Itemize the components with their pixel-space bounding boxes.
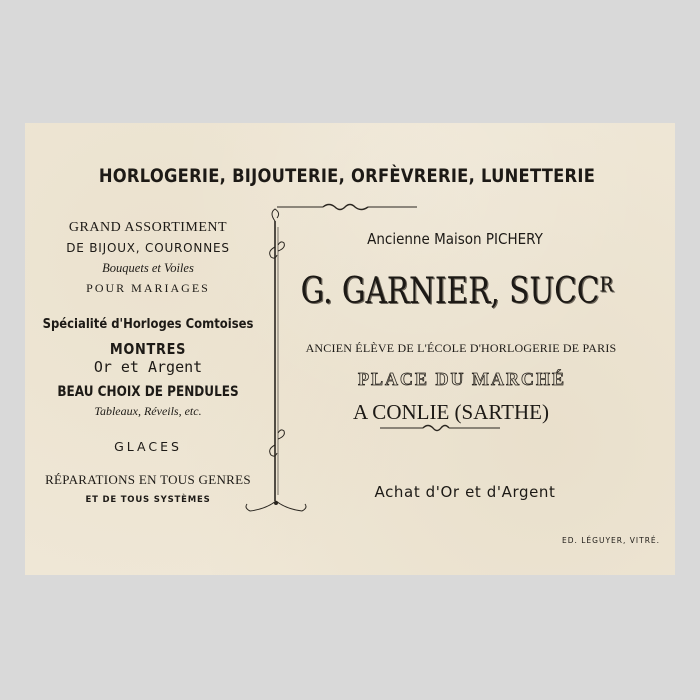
right-line-ancienne-maison: Ancienne Maison PICHERY <box>367 230 543 248</box>
right-flourish-ornament <box>380 426 500 431</box>
left-line-grand-assortiment: GRAND ASSORTIMENT <box>68 220 228 235</box>
left-line-pendules: BEAU CHOIX DE PENDULES <box>57 384 239 400</box>
left-line-or-argent: Or et Argent <box>93 358 203 376</box>
right-line-garnier: G. GARNIER, SUCCᴿ <box>300 271 614 312</box>
left-line-bijoux-couronnes: DE BIJOUX, COURONNES <box>66 241 230 255</box>
printer-imprint: ED. LÉGUYER, VITRÉ. <box>561 536 661 545</box>
ornament-layer <box>25 123 675 575</box>
left-line-tableaux: Tableaux, Réveils, etc. <box>94 404 202 418</box>
right-line-place-du-marche: PLACE DU MARCHÉ <box>358 369 566 389</box>
vertical-divider-ornament <box>246 209 306 511</box>
left-line-specialite: Spécialité d'Horloges Comtoises <box>42 316 254 332</box>
card-header: HORLOGERIE, BIJOUTERIE, ORFÈVRERIE, LUNETTERIE <box>98 165 596 187</box>
business-card <box>25 123 675 575</box>
left-line-systemes: ET DE TOUS SYSTÈMES <box>85 495 211 505</box>
right-line-ancien-eleve: ANCIEN ÉLÈVE DE L'ÉCOLE D'HORLOGERIE DE PARIS <box>305 341 617 355</box>
header-flourish-ornament <box>277 205 417 210</box>
left-line-reparations: RÉPARATIONS EN TOUS GENRES <box>45 472 251 487</box>
left-line-montres: MONTRES <box>109 340 187 358</box>
right-line-conlie: A CONLIE (SARTHE) <box>353 400 549 424</box>
left-line-glaces: GLACES <box>114 439 182 454</box>
right-line-achat: Achat d'Or et d'Argent <box>374 483 556 501</box>
left-line-mariages: POUR MARIAGES <box>86 281 210 295</box>
left-line-bouquets: Bouquets et Voiles <box>102 261 194 275</box>
